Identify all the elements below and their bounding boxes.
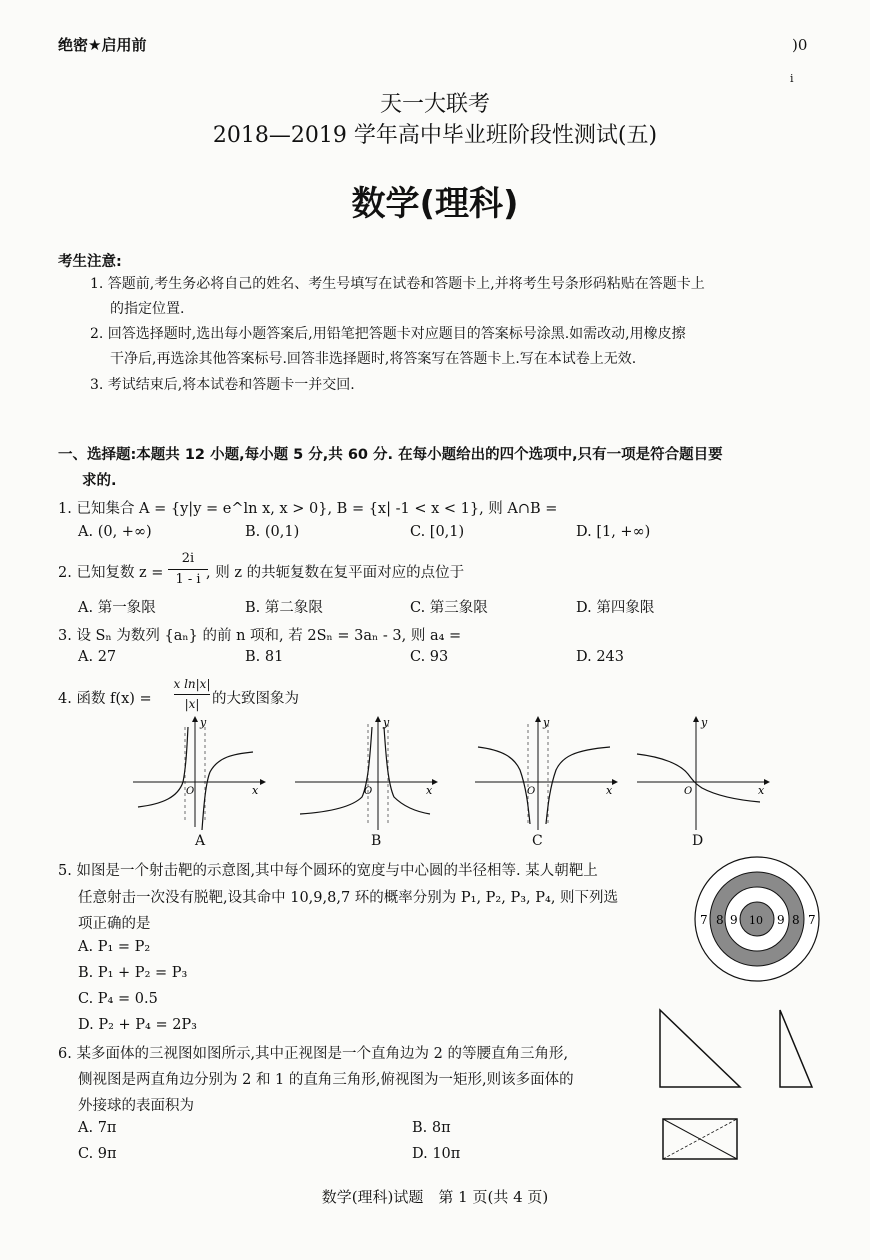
question-1-stem: 1. 已知集合 A = {y|y = e^ln x, x > 0}, B = {x| -1 < x < 1}, 则 A∩B = xyxy=(58,501,558,517)
axis-y-label: y xyxy=(701,716,708,729)
q3-option-c: C. 93 xyxy=(410,649,449,665)
q3-option-d: D. 243 xyxy=(576,649,625,665)
corner-mark: )0 xyxy=(792,36,808,54)
exam-title: 2018—2019 学年高中毕业班阶段性测试(五) xyxy=(212,123,658,148)
shooting-target xyxy=(690,855,825,985)
question-5-line: 5. 如图是一个射击靶的示意图,其中每个圆环的宽度与中心圆的半径相等. 某人朝靶上 xyxy=(58,863,598,879)
axis-y-label: y xyxy=(543,716,550,729)
q4-fraction-den: |x| xyxy=(184,697,200,711)
front-view-triangle xyxy=(655,1005,747,1095)
q2-option-d: D. 第四象限 xyxy=(576,600,655,616)
top-view-rectangle xyxy=(660,1116,740,1162)
q4-fraction-bar xyxy=(174,694,210,695)
notice-line: 干净后,再选涂其他答案标号.回答非选择题时,将答案写在答题卡上.写在本试卷上无效. xyxy=(110,351,637,367)
exam-org-title: 天一大联考 xyxy=(379,92,490,117)
secret-label: 绝密★启用前 xyxy=(58,36,147,54)
notice-line: 2. 回答选择题时,选出每小题答案后,用铅笔把答题卡对应题目的答案标号涂黑.如需改动,用橡皮擦 xyxy=(90,326,686,342)
origin-label: O xyxy=(684,786,693,797)
axis-x-label: x xyxy=(606,784,613,797)
ring-label-10: 10 xyxy=(749,914,763,927)
subject-title: 数学(理科) xyxy=(351,184,519,224)
question-2-suffix: , 则 z 的共轭复数在复平面对应的点位于 xyxy=(206,565,465,581)
notice-line: 1. 答题前,考生务必将自己的姓名、考生号填写在试卷和答题卡上,并将考生号条形码粘贴在答题卡上 xyxy=(90,276,705,292)
q2-option-c: C. 第三象限 xyxy=(410,600,488,616)
q1-option-b: B. (0,1) xyxy=(245,524,300,540)
ring-label-7: 7 xyxy=(700,913,708,927)
q2-option-b: B. 第二象限 xyxy=(245,600,323,616)
q2-fraction-num: 2i xyxy=(181,551,195,566)
question-5-line: 任意射击一次没有脱靶,设其命中 10,9,8,7 环的概率分别为 P₁, P₂, P₃, P₄, 则下列选 xyxy=(78,890,619,906)
question-2-prefix: 2. 已知复数 z = xyxy=(58,565,164,581)
origin-label: O xyxy=(364,786,373,797)
q5-option-b: B. P₁ + P₂ = P₃ xyxy=(78,965,188,981)
graph-c xyxy=(470,712,620,832)
question-6-line: 外接球的表面积为 xyxy=(78,1098,194,1114)
axis-x-label: x xyxy=(252,784,259,797)
notice-line: 3. 考试结束后,将本试卷和答题卡一并交回. xyxy=(90,377,355,393)
ring-label-8: 8 xyxy=(716,913,724,927)
section-heading: 一、选择题:本题共 12 小题,每小题 5 分,共 60 分. 在每小题给出的四个选项中,只有一项是符合题目要 xyxy=(58,447,723,463)
q6-option-b: B. 8π xyxy=(412,1120,451,1136)
question-6-line: 6. 某多面体的三视图如图所示,其中正视图是一个直角边为 2 的等腰直角三角形, xyxy=(58,1046,569,1062)
q3-option-a: A. 27 xyxy=(78,649,117,665)
origin-label: O xyxy=(527,786,536,797)
q2-fraction-den: 1 - i xyxy=(175,572,201,587)
q2-option-a: A. 第一象限 xyxy=(78,600,156,616)
q1-option-c: C. [0,1) xyxy=(410,524,465,540)
q3-option-b: B. 81 xyxy=(245,649,284,665)
origin-label: O xyxy=(186,786,195,797)
question-4-prefix: 4. 函数 f(x) = xyxy=(58,691,152,707)
ring-label-8: 8 xyxy=(792,913,800,927)
question-5-line: 项正确的是 xyxy=(78,916,151,932)
q6-option-d: D. 10π xyxy=(412,1146,461,1162)
graph-d xyxy=(632,712,772,832)
graph-label-d: D xyxy=(692,833,704,849)
question-6-line: 侧视图是两直角边分别为 2 和 1 的直角三角形,俯视图为一矩形,则该多面体的 xyxy=(78,1072,574,1088)
axis-x-label: x xyxy=(758,784,765,797)
ring-label-9: 9 xyxy=(730,913,738,927)
q1-option-a: A. (0, +∞) xyxy=(78,524,152,540)
q5-option-a: A. P₁ = P₂ xyxy=(78,939,151,955)
graph-label-b: B xyxy=(371,833,382,849)
ring-label-7: 7 xyxy=(808,913,816,927)
q5-option-c: C. P₄ = 0.5 xyxy=(78,991,158,1007)
q1-option-d: D. [1, +∞) xyxy=(576,524,651,540)
q5-option-d: D. P₂ + P₄ = 2P₃ xyxy=(78,1017,197,1033)
section-heading-cont: 求的. xyxy=(82,473,117,489)
corner-mark-2: i xyxy=(790,72,794,85)
axis-x-label: x xyxy=(426,784,433,797)
graph-a xyxy=(128,712,268,832)
notice-heading: 考生注意: xyxy=(58,254,122,270)
axis-y-label: y xyxy=(383,716,390,729)
notice-line: 的指定位置. xyxy=(110,301,185,317)
q4-fraction-num: x ln|x| xyxy=(173,677,211,691)
graph-label-c: C xyxy=(532,833,543,849)
q6-option-a: A. 7π xyxy=(78,1120,117,1136)
page-footer: 数学(理科)试题 第 1 页(共 4 页) xyxy=(321,1188,549,1206)
q2-fraction-bar xyxy=(168,569,208,570)
graph-b xyxy=(290,712,440,832)
question-3-stem: 3. 设 Sₙ 为数列 {aₙ} 的前 n 项和, 若 2Sₙ = 3aₙ - 3, 则 a₄ = xyxy=(58,628,462,644)
side-view-triangle xyxy=(775,1005,815,1095)
graph-label-a: A xyxy=(195,833,206,849)
q6-option-c: C. 9π xyxy=(78,1146,117,1162)
ring-label-9: 9 xyxy=(777,913,785,927)
axis-y-label: y xyxy=(200,716,207,729)
question-4-suffix: 的大致图象为 xyxy=(212,691,299,707)
